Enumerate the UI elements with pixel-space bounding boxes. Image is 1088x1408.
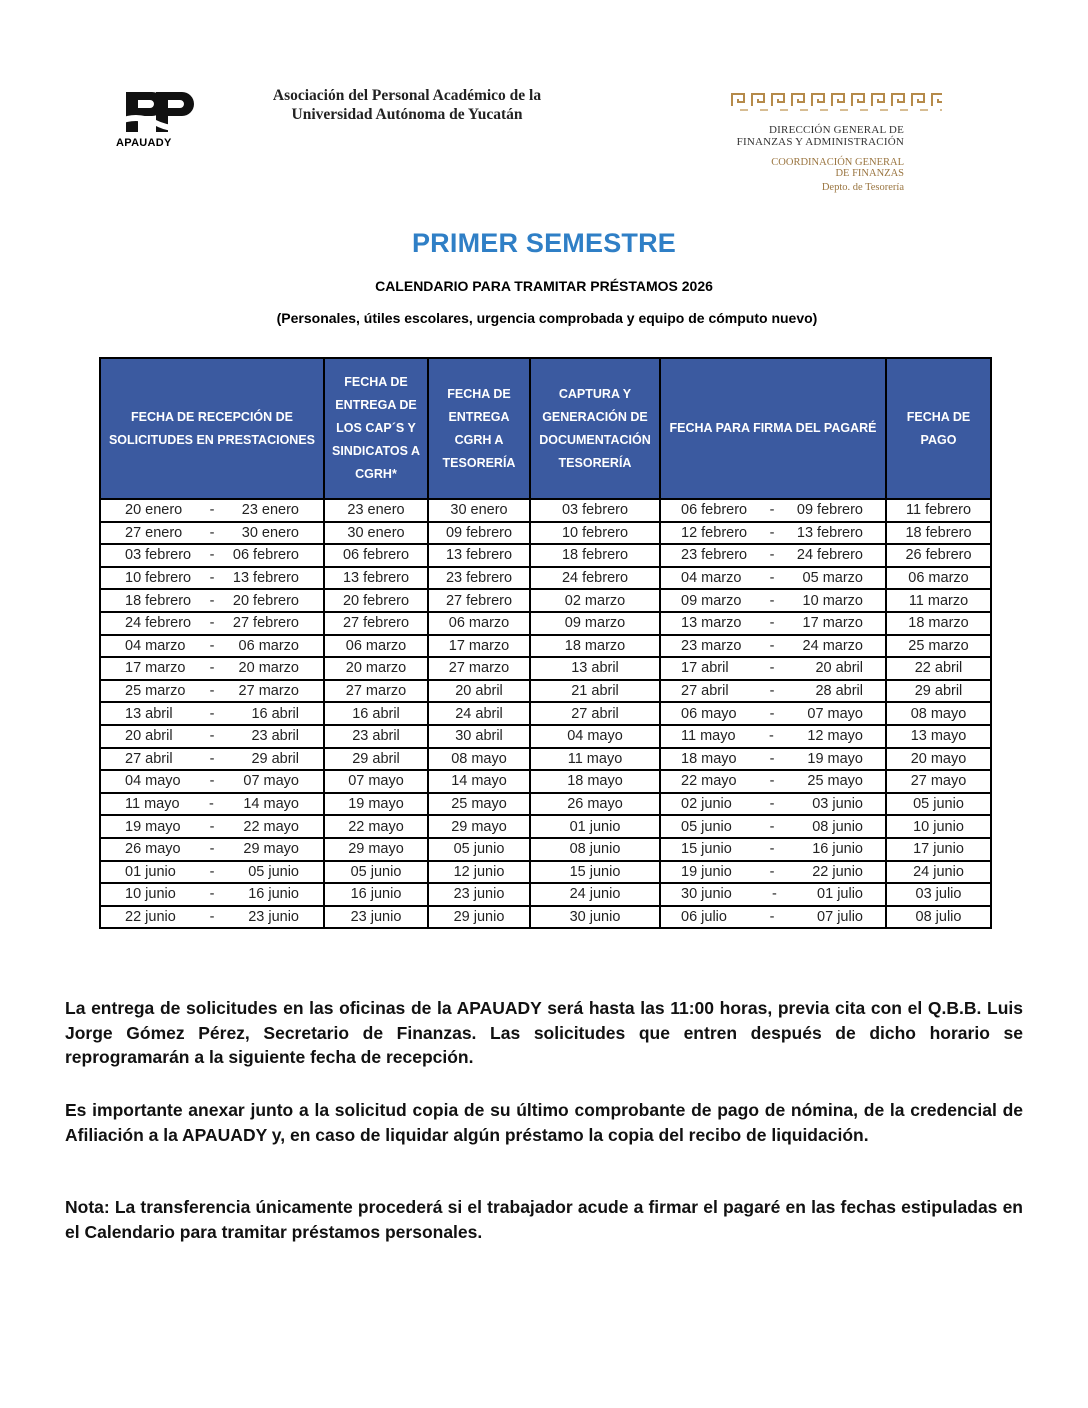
firma-start: 17 abril [681,660,729,677]
header-firma-pagare: FECHA PARA FIRMA DEL PAGARÉ [660,358,886,499]
range-dash: - [769,908,775,925]
recepcion-end: 05 junio [248,863,299,880]
range-dash: - [209,592,215,609]
cell-entrega-caps: 23 abril [324,725,428,748]
firma-start: 05 junio [681,818,732,835]
cell-recepcion [100,748,324,771]
firma-end: 05 marzo [802,570,863,587]
table-row [100,544,991,567]
cell-recepcion [100,725,324,748]
cell-entrega-tesoreria: 23 febrero [428,567,530,590]
greca-ornament-icon [730,88,942,112]
cell-firma-pagare [660,612,886,635]
cell-fecha-pago: 05 junio [886,793,991,816]
cell-captura: 27 abril [530,702,660,725]
recepcion-start: 22 junio [125,908,176,925]
cell-entrega-caps: 22 mayo [324,815,428,838]
firma-start: 19 junio [681,863,732,880]
cell-entrega-caps: 30 enero [324,522,428,545]
recepcion-start: 24 febrero [125,615,192,632]
cell-entrega-caps: 29 mayo [324,838,428,861]
association-name [232,86,582,124]
cell-recepcion [100,906,324,929]
coord-line-2: DE FINANZAS [835,168,904,179]
cell-captura: 18 febrero [530,544,660,567]
range-dash: - [209,547,215,564]
firma-start: 06 febrero [681,502,748,519]
cell-entrega-caps: 19 mayo [324,793,428,816]
recepcion-start: 11 mayo [125,796,180,813]
recepcion-start: 10 febrero [125,570,192,587]
recepcion-start: 26 mayo [125,841,181,858]
range-dash: - [769,683,775,700]
range-dash: - [209,705,215,722]
cell-entrega-tesoreria: 06 marzo [428,612,530,635]
range-dash: - [769,773,775,790]
range-dash: - [769,660,775,677]
cell-entrega-caps: 20 marzo [324,657,428,680]
range-dash: - [209,615,215,632]
cell-entrega-tesoreria: 27 febrero [428,589,530,612]
range-dash: - [772,886,777,903]
recepcion-end: 06 marzo [238,637,299,654]
cell-entrega-tesoreria: 13 febrero [428,544,530,567]
cell-captura: 11 mayo [530,748,660,771]
cell-recepcion [100,838,324,861]
coordinacion-text [771,157,904,179]
cell-recepcion [100,635,324,658]
table-row [100,748,991,771]
firma-start: 15 junio [681,841,732,858]
cell-captura: 18 marzo [530,635,660,658]
cell-fecha-pago: 03 julio [886,883,991,906]
recepcion-start: 20 abril [125,728,173,745]
page-title: PRIMER SEMESTRE [411,228,677,258]
cell-entrega-tesoreria: 29 mayo [428,815,530,838]
direccion-general-text [737,124,904,148]
cell-fecha-pago: 11 marzo [886,589,991,612]
recepcion-start: 03 febrero [125,547,192,564]
cell-fecha-pago: 24 junio [886,861,991,884]
cell-fecha-pago: 18 febrero [886,522,991,545]
cell-entrega-caps: 20 febrero [324,589,428,612]
recepcion-start: 17 marzo [125,660,186,677]
firma-start: 18 mayo [681,750,737,767]
cell-recepcion [100,680,324,703]
cell-firma-pagare [660,883,886,906]
cell-captura: 15 junio [530,861,660,884]
paragraph-entrega: La entrega de solicitudes en las oficinas de la APAUADY será hasta las 11:00 horas, previa cita con el Q.B.B. Luis Jorge Gómez Pérez, Secretario de Finanzas. Las solicitudes que entren después de dicho horario se reprogramarán a la siguiente fecha de recepción. [65,998,1023,1067]
recepcion-end: 23 enero [241,502,299,519]
paragraph-nota: Nota: La transferencia únicamente procederá si el trabajador acude a firmar el pagaré en las fechas estipuladas en el Calendario para tramitar préstamos personales. [65,1197,1023,1242]
dg-line-2: FINANZAS Y ADMINISTRACIÓN [736,136,904,148]
table-row [100,635,991,658]
range-dash: - [209,683,215,700]
loan-calendar-table [99,357,992,929]
recepcion-end: 20 febrero [232,592,299,609]
association-line-1: Asociación del Personal Académico de la [272,87,542,104]
firma-end: 10 marzo [802,592,863,609]
cell-captura: 10 febrero [530,522,660,545]
recepcion-end: 14 mayo [243,796,299,813]
cell-firma-pagare [660,906,886,929]
cell-firma-pagare [660,838,886,861]
range-dash: - [209,637,215,654]
recepcion-start: 18 febrero [125,592,192,609]
firma-end: 07 mayo [807,705,863,722]
table-row [100,589,991,612]
firma-start: 11 mayo [681,728,736,745]
cell-entrega-tesoreria: 14 mayo [428,770,530,793]
cell-captura: 26 mayo [530,793,660,816]
cell-captura: 24 febrero [530,567,660,590]
range-dash: - [209,570,215,587]
table-row [100,522,991,545]
header-fecha-pago: FECHA DE PAGO [886,358,991,499]
cell-firma-pagare [660,702,886,725]
firma-start: 12 febrero [681,524,748,541]
firma-end: 07 julio [817,908,863,925]
recepcion-start: 13 abril [125,705,173,722]
range-dash: - [769,796,775,813]
recepcion-end: 29 abril [251,750,299,767]
cell-entrega-caps: 27 marzo [324,680,428,703]
cell-firma-pagare [660,567,886,590]
cell-captura: 08 junio [530,838,660,861]
range-dash: - [209,773,215,790]
cell-captura: 24 junio [530,883,660,906]
recepcion-start: 20 enero [125,502,183,519]
range-dash: - [209,750,215,767]
cell-entrega-caps: 23 enero [324,499,428,522]
table-row [100,702,991,725]
firma-end: 01 julio [817,886,863,903]
cell-entrega-caps: 06 febrero [324,544,428,567]
association-line-2: Universidad Autónoma de Yucatán [291,106,523,123]
table-row [100,838,991,861]
cell-captura: 30 junio [530,906,660,929]
recepcion-end: 30 enero [241,524,299,541]
cell-fecha-pago: 11 febrero [886,499,991,522]
cell-recepcion [100,861,324,884]
cell-fecha-pago: 17 junio [886,838,991,861]
cell-recepcion [100,544,324,567]
cell-entrega-tesoreria: 30 abril [428,725,530,748]
recepcion-end: 20 marzo [238,660,299,677]
range-dash: - [769,570,775,587]
firma-start: 04 marzo [681,570,742,587]
cell-fecha-pago: 27 mayo [886,770,991,793]
range-dash: - [209,796,214,813]
cell-captura: 01 junio [530,815,660,838]
recepcion-end: 07 mayo [243,773,299,790]
cell-recepcion [100,883,324,906]
cell-recepcion [100,702,324,725]
firma-end: 28 abril [815,683,863,700]
cell-recepcion [100,522,324,545]
table-row [100,612,991,635]
cell-firma-pagare [660,725,886,748]
cell-entrega-caps: 13 febrero [324,567,428,590]
cell-firma-pagare [660,748,886,771]
cell-fecha-pago: 13 mayo [886,725,991,748]
firma-start: 27 abril [681,683,729,700]
cell-recepcion [100,589,324,612]
apauady-logo-text: APAUADY [116,137,172,149]
recepcion-end: 27 febrero [232,615,299,632]
table-row [100,815,991,838]
cell-firma-pagare [660,657,886,680]
table-row [100,680,991,703]
firma-end: 20 abril [815,660,863,677]
range-dash: - [209,818,215,835]
cell-firma-pagare [660,499,886,522]
cell-captura: 04 mayo [530,725,660,748]
firma-end: 22 junio [812,863,863,880]
cell-entrega-tesoreria: 20 abril [428,680,530,703]
table-row [100,567,991,590]
table-row [100,657,991,680]
range-dash: - [769,615,775,632]
range-dash: - [209,728,215,745]
firma-end: 19 mayo [807,750,863,767]
firma-end: 17 marzo [802,615,863,632]
recepcion-start: 01 junio [125,863,176,880]
cell-recepcion [100,612,324,635]
firma-end: 24 marzo [802,637,863,654]
range-dash: - [209,502,215,519]
firma-start: 02 junio [681,796,732,813]
firma-end: 16 junio [812,841,863,858]
cell-fecha-pago: 26 febrero [886,544,991,567]
firma-start: 22 mayo [681,773,737,790]
cell-recepcion [100,770,324,793]
range-dash: - [769,502,775,519]
cell-recepcion [100,499,324,522]
cell-entrega-tesoreria: 29 junio [428,906,530,929]
recepcion-start: 27 enero [125,524,183,541]
firma-end: 25 mayo [807,773,863,790]
range-dash: - [769,728,774,745]
table-row [100,725,991,748]
range-dash: - [769,750,775,767]
cell-firma-pagare [660,793,886,816]
cell-captura: 13 abril [530,657,660,680]
table-row [100,793,991,816]
cell-entrega-tesoreria: 25 mayo [428,793,530,816]
firma-end: 08 junio [812,818,863,835]
cell-entrega-tesoreria: 23 junio [428,883,530,906]
firma-start: 30 junio [681,886,732,903]
calendar-subtitle: CALENDARIO PARA TRAMITAR PRÉSTAMOS 2026 [375,278,713,294]
cell-fecha-pago: 22 abril [886,657,991,680]
recepcion-end: 29 mayo [243,841,299,858]
finance-office-logo [712,86,942,196]
cell-firma-pagare [660,861,886,884]
dg-line-1: DIRECCIÓN GENERAL DE [769,124,904,136]
range-dash: - [209,660,215,677]
range-dash: - [769,524,775,541]
cell-entrega-caps: 27 febrero [324,612,428,635]
cell-fecha-pago: 18 marzo [886,612,991,635]
cell-entrega-caps: 06 marzo [324,635,428,658]
paragraph-anexar: Es importante anexar junto a la solicitud copia de su último comprobante de pago de nómina, de la credencial de Afiliación a la APAUADY y, en caso de liquidar algún préstamo la copia del recibo de liquidación. [65,1100,1023,1145]
range-dash: - [769,637,775,654]
cell-entrega-caps: 16 abril [324,702,428,725]
header-captura: CAPTURA Y GENERACIÓN DE DOCUMENTACIÓN TESORERÍA [530,358,660,499]
cell-recepcion [100,793,324,816]
cell-firma-pagare [660,544,886,567]
cell-recepcion [100,567,324,590]
range-dash: - [769,592,775,609]
depto-tesoreria: Depto. de Tesorería [821,182,904,193]
table-row [100,883,991,906]
cell-entrega-tesoreria: 05 junio [428,838,530,861]
cell-firma-pagare [660,815,886,838]
recepcion-end: 13 febrero [232,570,299,587]
cell-entrega-caps: 23 junio [324,906,428,929]
loan-types-note: (Personales, útiles escolares, urgencia comprobada y equipo de cómputo nuevo) [276,310,818,326]
cell-entrega-caps: 16 junio [324,883,428,906]
cell-entrega-tesoreria: 12 junio [428,861,530,884]
recepcion-end: 16 abril [251,705,299,722]
range-dash: - [769,818,775,835]
cell-entrega-tesoreria: 17 marzo [428,635,530,658]
cell-firma-pagare [660,589,886,612]
firma-end: 03 junio [812,796,863,813]
firma-end: 24 febrero [796,547,863,564]
recepcion-start: 19 mayo [125,818,181,835]
cell-entrega-caps: 07 mayo [324,770,428,793]
range-dash: - [769,547,775,564]
table-row [100,770,991,793]
firma-end: 12 mayo [807,728,863,745]
range-dash: - [209,886,215,903]
cell-entrega-tesoreria: 30 enero [428,499,530,522]
table-row [100,499,991,522]
range-dash: - [209,524,215,541]
cell-firma-pagare [660,770,886,793]
cell-entrega-tesoreria: 09 febrero [428,522,530,545]
header-entrega-caps: FECHA DE ENTREGA DE LOS CAP´S Y SINDICATOS A CGRH* [324,358,428,499]
cell-fecha-pago: 08 julio [886,906,991,929]
cell-entrega-tesoreria: 27 marzo [428,657,530,680]
cell-firma-pagare [660,635,886,658]
recepcion-end: 23 junio [248,908,299,925]
cell-firma-pagare [660,680,886,703]
table-row [100,861,991,884]
recepcion-end: 27 marzo [238,683,299,700]
recepcion-start: 25 marzo [125,683,186,700]
recepcion-start: 04 mayo [125,773,181,790]
recepcion-start: 04 marzo [125,637,186,654]
cell-captura: 03 febrero [530,499,660,522]
cell-fecha-pago: 06 marzo [886,567,991,590]
recepcion-end: 16 junio [248,886,299,903]
cell-entrega-caps: 05 junio [324,861,428,884]
recepcion-end: 22 mayo [243,818,299,835]
cell-recepcion [100,657,324,680]
cell-fecha-pago: 25 marzo [886,635,991,658]
firma-start: 23 marzo [681,637,742,654]
range-dash: - [769,863,775,880]
cell-captura: 21 abril [530,680,660,703]
cell-captura: 09 marzo [530,612,660,635]
range-dash: - [209,863,215,880]
cell-captura: 18 mayo [530,770,660,793]
cell-entrega-caps: 29 abril [324,748,428,771]
cell-fecha-pago: 29 abril [886,680,991,703]
cell-recepcion [100,815,324,838]
recepcion-end: 06 febrero [232,547,299,564]
firma-end: 09 febrero [796,502,863,519]
firma-start: 06 mayo [681,705,737,722]
header-recepcion: FECHA DE RECEPCIÓN DE SOLICITUDES EN PRESTACIONES [100,358,324,499]
cell-entrega-tesoreria: 24 abril [428,702,530,725]
range-dash: - [209,908,215,925]
cell-fecha-pago: 10 junio [886,815,991,838]
cell-fecha-pago: 20 mayo [886,748,991,771]
recepcion-start: 27 abril [125,750,173,767]
firma-end: 13 febrero [796,524,863,541]
firma-start: 13 marzo [681,615,742,632]
recepcion-start: 10 junio [125,886,176,903]
header-entrega-tesoreria: FECHA DE ENTREGA CGRH A TESORERÍA [428,358,530,499]
firma-start: 09 marzo [681,592,742,609]
table-header-row [100,358,991,499]
firma-start: 23 febrero [681,547,748,564]
range-dash: - [769,841,775,858]
recepcion-end: 23 abril [251,728,299,745]
cell-captura: 02 marzo [530,589,660,612]
cell-fecha-pago: 08 mayo [886,702,991,725]
range-dash: - [769,705,775,722]
range-dash: - [209,841,215,858]
coord-line-1: COORDINACIÓN GENERAL [771,157,904,168]
cell-entrega-tesoreria: 08 mayo [428,748,530,771]
table-row [100,906,991,929]
firma-start: 06 julio [681,908,727,925]
cell-firma-pagare [660,522,886,545]
